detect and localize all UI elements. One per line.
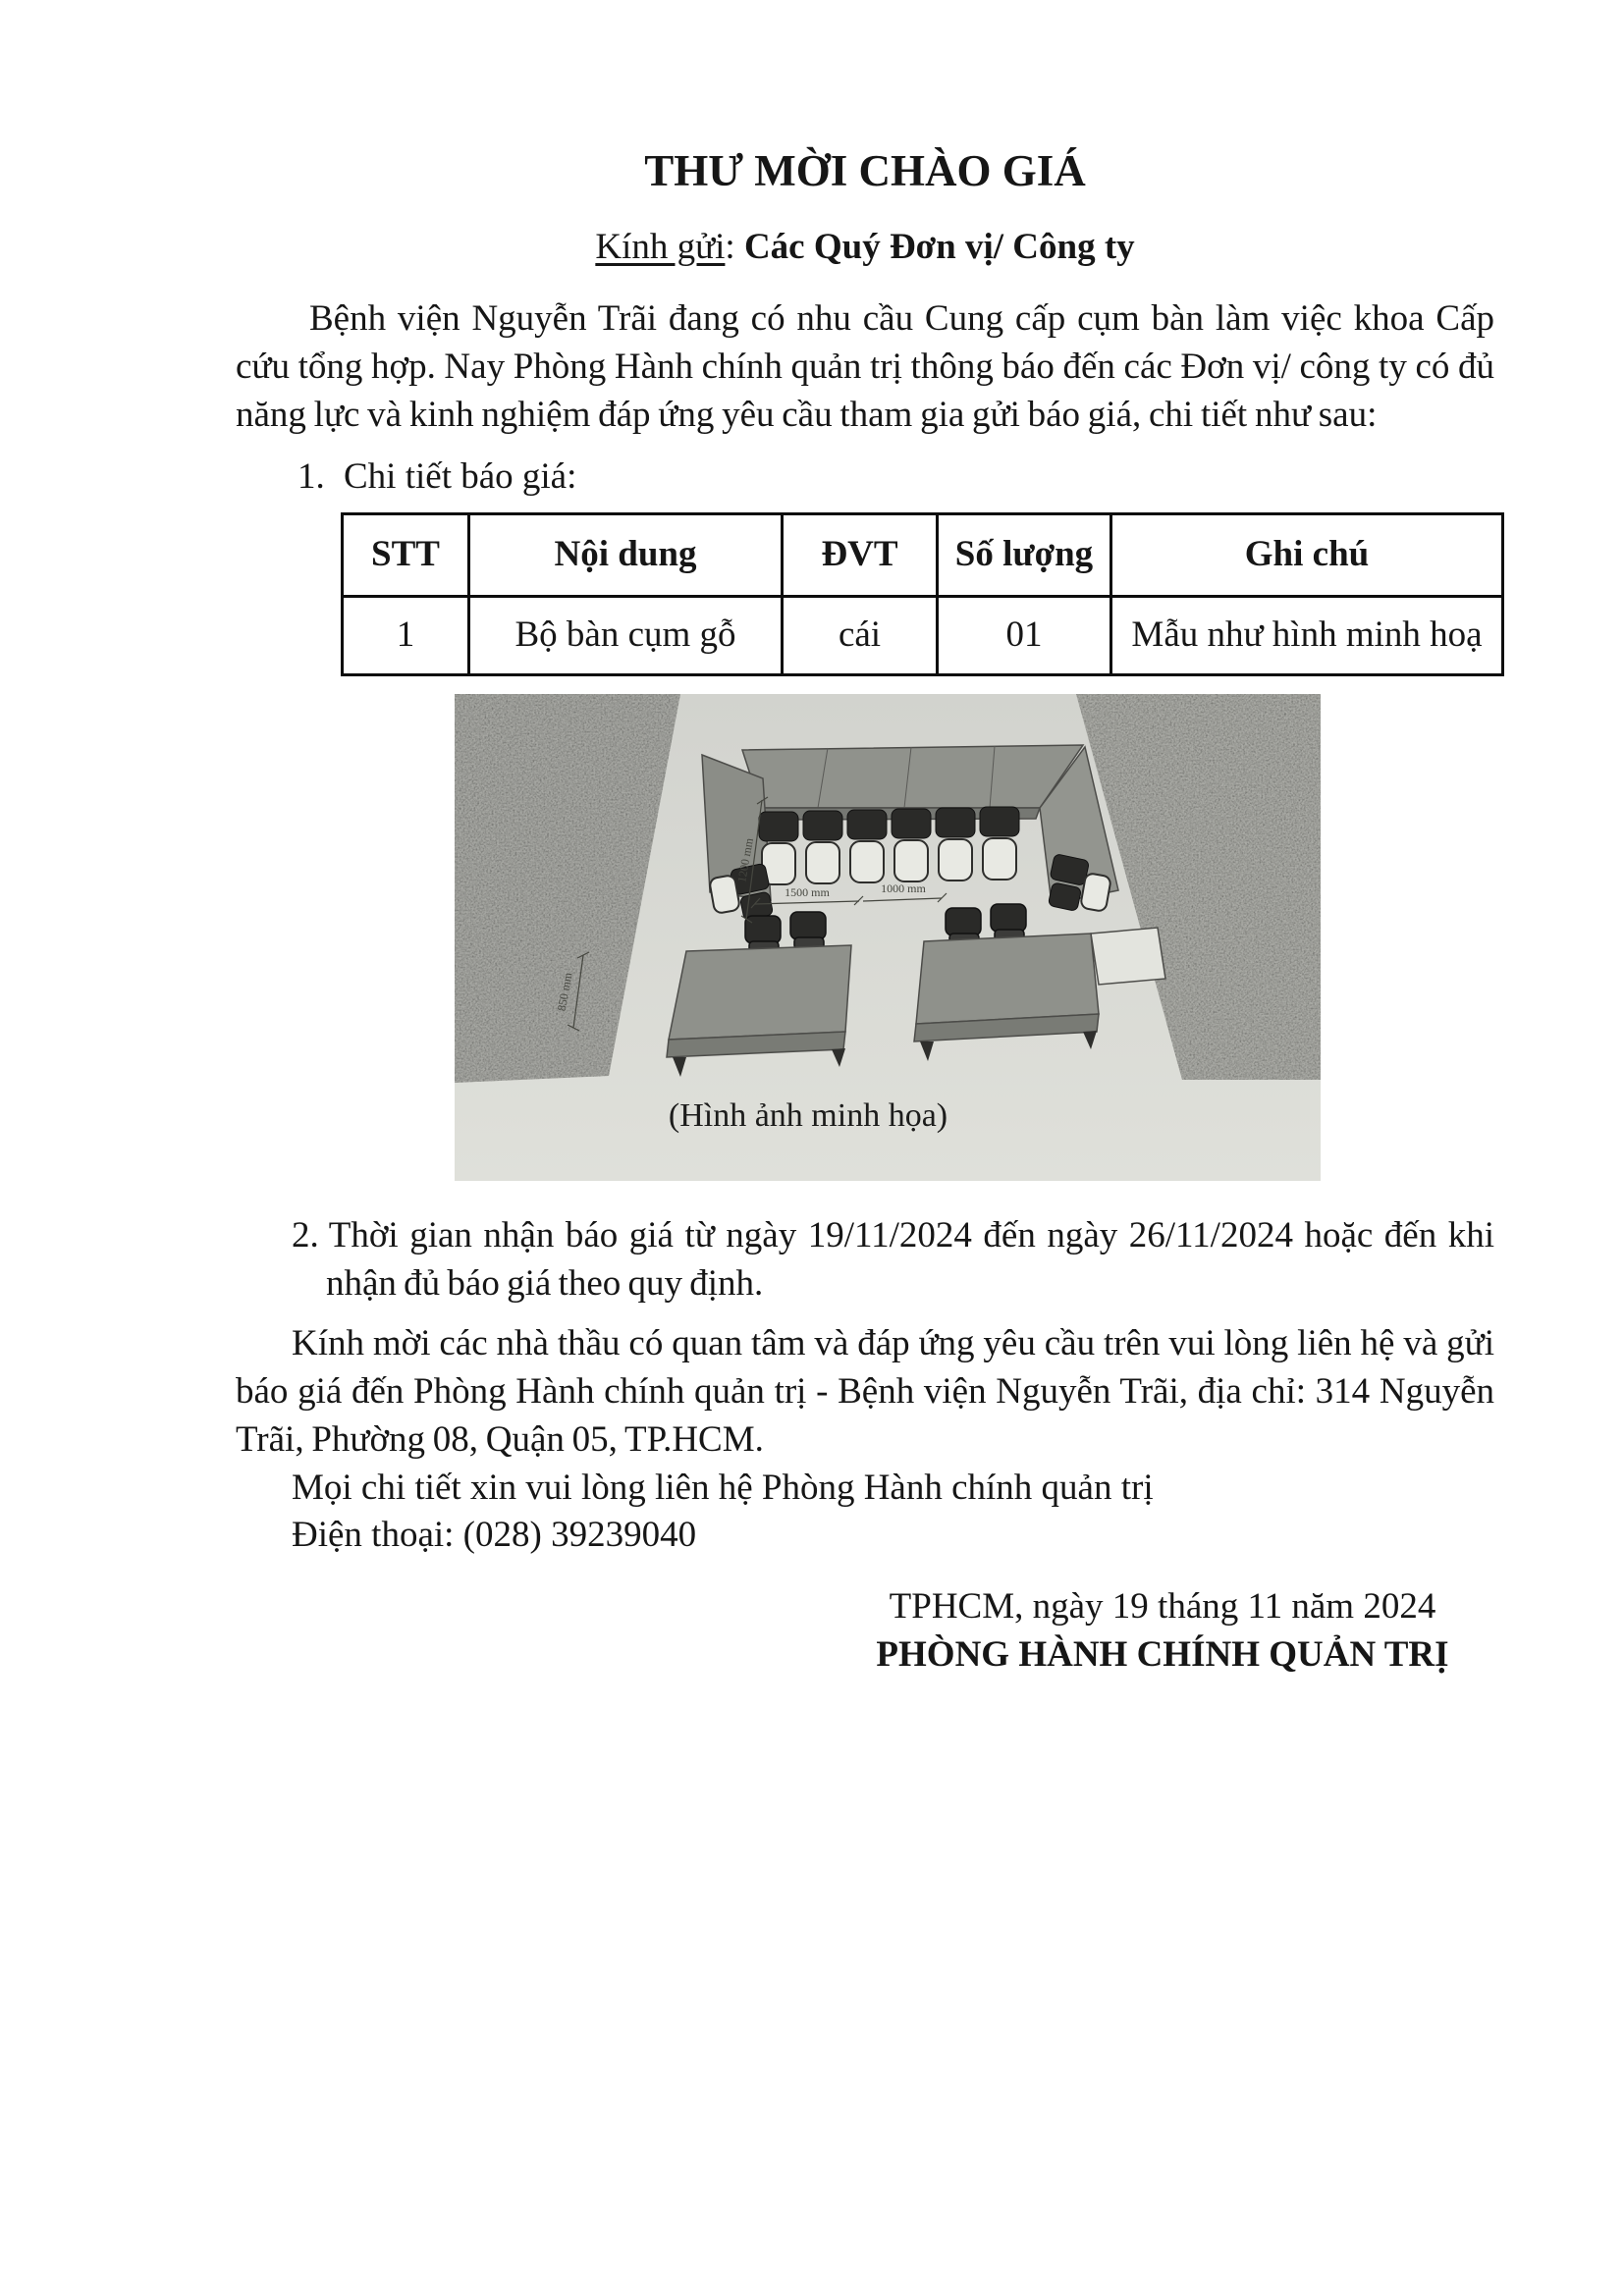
phone-line: Điện thoại: (028) 39239040 xyxy=(292,1515,697,1556)
salutation-recipient: Các Quý Đơn vị/ Công ty xyxy=(743,227,1135,268)
salutation-line xyxy=(236,224,1494,272)
figure-caption: (Hình ảnh minh họa) xyxy=(668,1097,948,1135)
document-title: THƯ MỜI CHÀO GIÁ xyxy=(644,146,1086,195)
list-item-1-text: Chi tiết báo giá: xyxy=(344,455,577,497)
dimension-label-1200: 1200 mm xyxy=(734,836,756,884)
contact-line: Mọi chi tiết xin vui lòng liên hệ Phòng Hành chính quản trị xyxy=(292,1467,1154,1508)
list-item-2-text: Thời gian nhận báo giá từ ngày 19/11/2024 đến ngày 26/11/2024 hoặc đến khi nhận đủ báo giá theo quy định. xyxy=(326,1215,1494,1305)
table-row xyxy=(343,597,1503,675)
cell-dvt: cái xyxy=(783,597,938,675)
header-cell-so-luong: Số lượng xyxy=(938,514,1111,597)
list-item-2 xyxy=(236,1212,1494,1308)
header-cell-noi-dung: Nội dung xyxy=(469,514,783,597)
header-cell-ghi-chu: Ghi chú xyxy=(1111,514,1503,597)
cell-noi-dung: Bộ bàn cụm gỗ xyxy=(469,597,783,675)
closing-paragraph: Kính mời các nhà thầu có quan tâm và đáp ứng yêu cầu trên vui lòng liên hệ và gửi báo giá đến Phòng Hành chính quản trị - Bệnh viện Nguyễn Trãi, địa chỉ: 314 Nguyễn Trãi, Phường 08, Quận 05, TP.HCM. xyxy=(236,1323,1494,1460)
desk-top-band xyxy=(742,745,1083,808)
chair-right-white xyxy=(1080,873,1111,912)
dimension-label-1500: 1500 mm xyxy=(785,885,830,900)
signature-place-date: TPHCM, ngày 19 tháng 11 năm 2024 xyxy=(889,1586,1436,1628)
list-item-1 xyxy=(298,454,1494,502)
header-cell-dvt: ĐVT xyxy=(783,514,938,597)
signature-block xyxy=(839,1583,1487,1680)
list-item-1-number: 1. xyxy=(298,455,325,497)
salutation-label: Kính gửi xyxy=(595,227,726,268)
quote-table xyxy=(341,512,1504,676)
list-item-2-number: 2. xyxy=(292,1215,319,1256)
header-cell-stt: STT xyxy=(343,514,469,597)
cell-ghi-chu: Mẫu như hình minh hoạ xyxy=(1111,597,1503,675)
signature-department: PHÒNG HÀNH CHÍNH QUẢN TRỊ xyxy=(876,1634,1449,1676)
salutation-colon: : xyxy=(725,227,744,268)
table-header-row xyxy=(343,514,1503,597)
cell-so-luong: 01 xyxy=(938,597,1111,675)
figure-photo xyxy=(455,694,1321,1181)
intro-paragraph: Bệnh viện Nguyễn Trãi đang có nhu cầu Cung cấp cụm bàn làm việc khoa Cấp cứu tổng hợp. Nay Phòng Hành chính quản trị thông báo đến các Đơn vị/ công ty có đủ năng lực và kinh nghiệm đáp ứng yêu cầu tham gia gửi báo giá, chi tiết như sau: xyxy=(236,298,1494,435)
dimension-label-1000: 1000 mm xyxy=(881,881,926,896)
furniture-drawing xyxy=(455,694,1321,1181)
cell-stt: 1 xyxy=(343,597,469,675)
dimension-label-850: 850 mm xyxy=(554,971,575,1013)
